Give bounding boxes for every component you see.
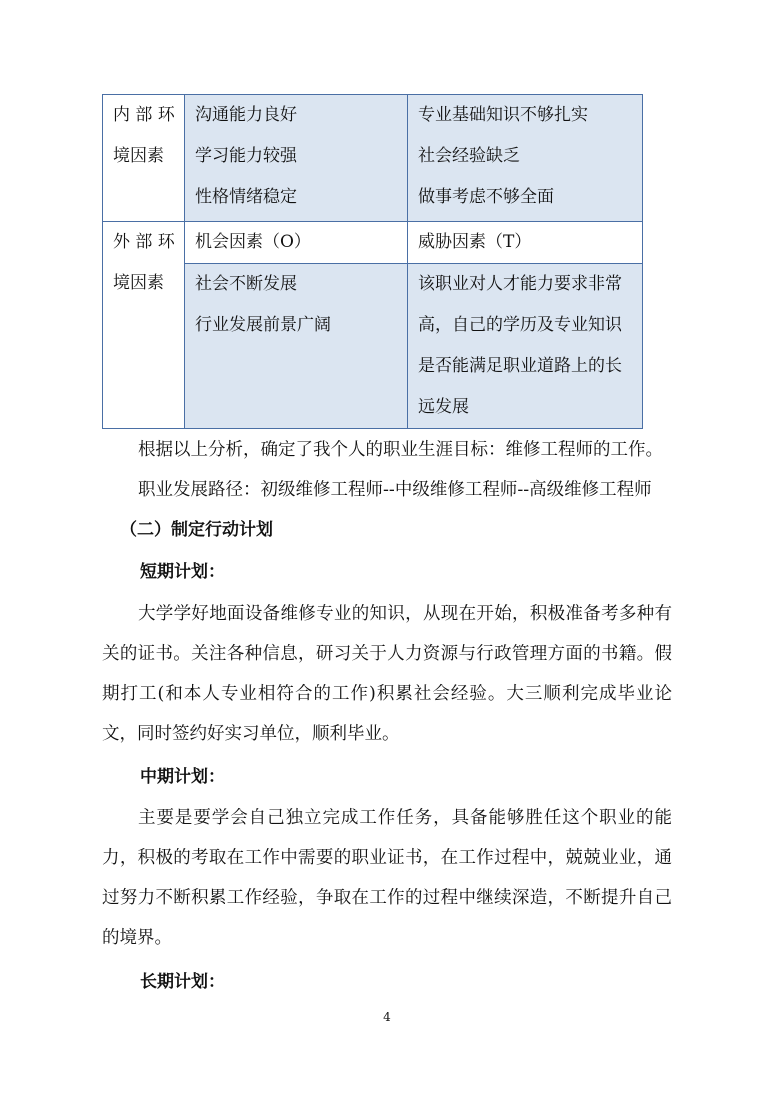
internal-label-line-1: 内 部 环 [113,105,175,125]
strength-item: 沟通能力良好 [195,105,297,125]
opportunities-cell [185,264,408,429]
threats-cell [408,264,643,429]
weakness-item: 社会经验缺乏 [418,146,520,166]
opportunity-item: 行业发展前景广阔 [195,315,331,335]
conclusion-paragraph: 根据以上分析，确定了我个人的职业生涯目标：维修工程师的工作。 [138,440,663,460]
threat-line: 远发展 [418,397,469,417]
external-factors-label [103,222,185,429]
weakness-item: 做事考虑不够全面 [418,187,554,207]
strength-item: 学习能力较强 [195,146,297,166]
external-label-line-1: 外 部 环 [113,232,175,252]
weaknesses-cell [408,95,643,222]
internal-factors-label [103,95,185,222]
internal-label-line-2: 境因素 [113,146,164,166]
swot-table [102,94,643,429]
threat-line: 是否能满足职业道路上的长 [418,356,622,376]
threat-line: 高，自己的学历及专业知识 [418,315,622,335]
opportunity-header: 机会因素（O） [195,232,311,252]
threat-header-cell [408,222,643,264]
long-term-heading: 长期计划： [140,972,225,992]
short-term-heading: 短期计划： [140,562,225,582]
strengths-cell [185,95,408,222]
opportunity-header-cell [185,222,408,264]
strength-item: 性格情绪稳定 [195,187,297,207]
page-number: 4 [383,1010,391,1024]
threat-line: 该职业对人才能力要求非常 [418,274,622,294]
external-label-line-2: 境因素 [113,273,164,293]
opportunity-item: 社会不断发展 [195,274,297,294]
short-term-paragraph: 大学学好地面设备维修专业的知识，从现在开始，积极准备考多种有关的证书。关注各种信息，研习关于人力资源与行政管理方面的书籍。假期打工(和本人专业相符合的工作)积累社会经验。大三顺利完成毕业论文，同时签约好实习单位，顺利毕业。 [102,604,672,744]
table-row-headers [103,222,643,264]
section-heading: （二）制定行动计划 [120,520,273,540]
table-row-internal [103,95,643,222]
weakness-item: 专业基础知识不够扎实 [418,105,588,125]
mid-term-paragraph: 主要是要学会自己独立完成工作任务，具备能够胜任这个职业的能力，积极的考取在工作中需要的职业证书，在工作过程中，兢兢业业，通过努力不断积累工作经验，争取在工作的过程中继续深造，不断提升自己的境界。 [102,808,672,948]
threat-header: 威胁因素（T） [418,232,532,252]
career-path-paragraph: 职业发展路径：初级维修工程师--中级维修工程师--高级维修工程师 [138,480,652,500]
mid-term-heading: 中期计划： [140,767,225,787]
